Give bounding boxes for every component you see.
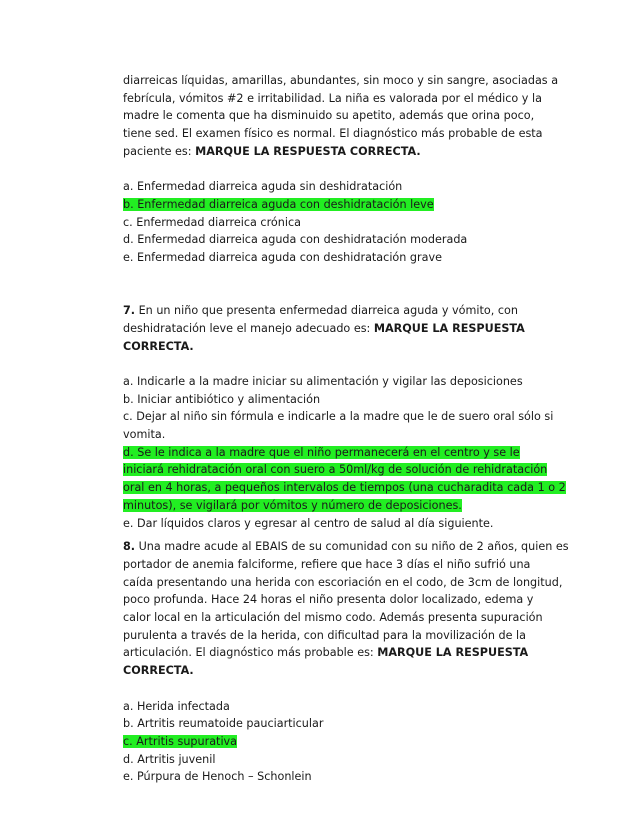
q8-stem-line-4: poco profunda. Hace 24 horas el niño presenta dolor localizado, edema y <box>123 593 534 607</box>
q6-stem-line-5 <box>123 143 553 161</box>
q6-stem-line-4: tiene sed. El examen físico es normal. El diagnóstico más probable de esta <box>123 127 543 141</box>
q6-stem-line-1: diarreicas líquidas, amarillas, abundantes, sin moco y sin sangre, asociadas a <box>123 74 559 87</box>
document-page <box>123 72 569 786</box>
question-8 <box>123 538 569 786</box>
q8-option-c <box>123 733 553 751</box>
q7-option-d-line-2: iniciará rehidratación oral con suero a 50ml/kg de solución de rehidratación <box>123 463 548 477</box>
q6-stem-line-3: madre le comenta que ha disminuido su apetito, además que orina poco, <box>123 109 535 123</box>
q8-stem-line-8 <box>123 662 553 680</box>
q8-stem-line-3: caída presentando una herida con escoriación en el codo, de 3cm de longitud, <box>123 575 563 589</box>
q7-stem-line-1: 7. En un niño que presenta enfermedad diarreica aguda y vómito, con <box>123 304 518 318</box>
q7-option-c-line-1: c. Dejar al niño sin fórmula e indicarle a la madre que le de suero oral sólo si <box>123 410 554 424</box>
q7-stem-line-2: deshidratación leve el manejo adecuado es: MARQUE LA RESPUESTA <box>123 321 525 335</box>
q6-option-b-highlight: b. Enfermedad diarreica aguda con deshidratación leve <box>123 197 434 211</box>
q7-option-d-line-1: d. Se le indica a la madre que el niño permanecerá en el centro y se le <box>123 445 520 459</box>
q6-stem-line-2: febrícula, vómitos #2 e irritabilidad. La niña es valorada por el médico y la <box>123 91 542 105</box>
q7-instruction-1: MARQUE LA RESPUESTA <box>373 321 525 335</box>
q6-option-e: e. Enfermedad diarreica aguda con deshidratación grave <box>123 251 442 265</box>
q6-stem-prefix: paciente es: <box>123 144 196 158</box>
q6-option-b <box>123 196 553 214</box>
q8-option-a: a. Herida infectada <box>123 699 230 713</box>
q8-stem-line-1: 8. Una madre acude al EBAIS de su comunidad con su niño de 2 años, quien es <box>123 540 569 554</box>
q7-stem-line-3 <box>123 338 553 356</box>
q6-option-c: c. Enfermedad diarreica crónica <box>123 215 301 229</box>
q7-number: 7. <box>123 304 136 318</box>
q7-instruction-2: CORRECTA. <box>123 339 194 353</box>
q8-instruction-2: CORRECTA. <box>123 664 194 678</box>
question-6 <box>123 72 559 267</box>
question-7 <box>123 302 566 532</box>
q8-stem-line-5: calor local en la articulación del mismo codo. Además presenta supuración <box>123 611 543 625</box>
q6-instruction: MARQUE LA RESPUESTA CORRECTA. <box>195 144 421 158</box>
q7-option-a: a. Indicarle a la madre iniciar su alimentación y vigilar las deposiciones <box>123 374 523 388</box>
q7-option-d-line-3: oral en 4 horas, a pequeños intervalos de tiempos (una cucharadita cada 1 o 2 <box>123 481 566 495</box>
q6-option-d: d. Enfermedad diarreica aguda con deshidratación moderada <box>123 233 468 247</box>
q8-stem-line-6: purulenta a través de la herida, con dificultad para la movilización de la <box>123 628 527 642</box>
q8-instruction-1: MARQUE LA RESPUESTA <box>377 646 529 660</box>
q6-option-a: a. Enfermedad diarreica aguda sin deshidratación <box>123 180 403 194</box>
q8-option-b: b. Artritis reumatoide pauciarticular <box>123 717 324 731</box>
q7-option-d-line-4: minutos), se vigilará por vómitos y número de deposiciones. <box>123 498 462 512</box>
q8-option-c-highlight: c. Artritis supurativa <box>123 734 238 748</box>
q8-stem-line-2: portador de anemia falciforme, refiere que hace 3 días el niño sufrió una <box>123 557 531 571</box>
q8-option-d: d. Artritis juvenil <box>123 752 216 766</box>
q7-option-c-line-2: vomita. <box>123 428 166 442</box>
q7-option-b: b. Iniciar antibiótico y alimentación <box>123 392 321 406</box>
q7-option-e: e. Dar líquidos claros y egresar al centro de salud al día siguiente. <box>123 516 494 530</box>
q8-stem-line-7: articulación. El diagnóstico más probable es: MARQUE LA RESPUESTA <box>123 646 529 660</box>
q8-option-e: e. Púrpura de Henoch – Schonlein <box>123 770 312 784</box>
q8-number: 8. <box>123 540 136 554</box>
